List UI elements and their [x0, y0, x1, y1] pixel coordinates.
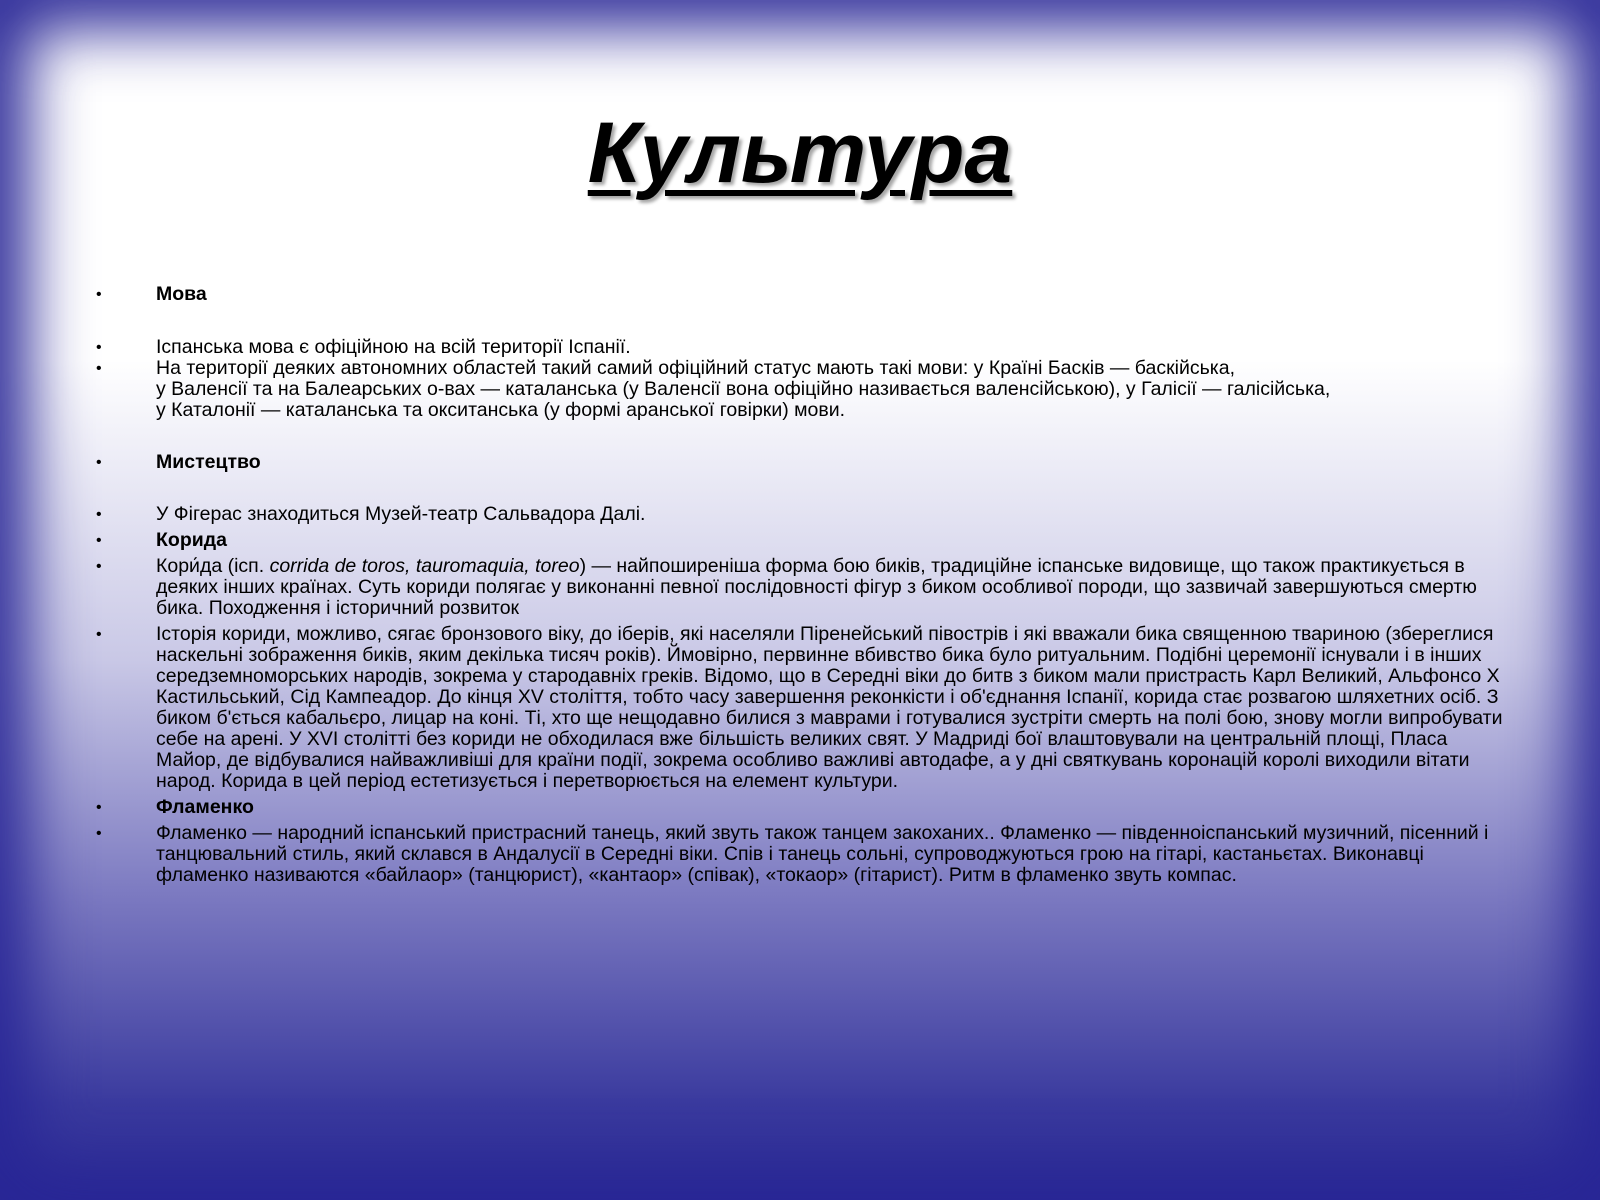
bullet-icon: •	[96, 454, 102, 471]
list-item-flamenko-heading	[96, 797, 1506, 818]
bullet-icon: •	[96, 532, 102, 549]
bullet-icon: •	[96, 506, 102, 523]
list-item-regional-languages	[96, 358, 1506, 421]
slide-title: Культура	[587, 105, 1013, 201]
list-item-koryda-heading	[96, 530, 1506, 551]
bullet-icon: •	[96, 825, 102, 842]
koryda-spanish-terms: corrida de toros, tauromaquia, toreo	[269, 555, 580, 577]
bullet-icon: •	[96, 286, 102, 303]
list-item-mova-heading	[96, 284, 1506, 305]
paragraph-spanish-official: Іспанська мова є офіційною на всій території Іспанії.	[156, 336, 631, 358]
heading-flamenko: Фламенко	[156, 796, 254, 818]
regional-languages-line-1: На території деяких автономних областей такий самий офіційний статус мають такі мови: у Країні Басків — баскійська,	[156, 357, 1235, 379]
list-item-spanish-official	[96, 337, 1506, 358]
heading-mova: Мова	[156, 283, 207, 305]
list-item-koryda-history	[96, 624, 1506, 792]
koryda-prefix: Кори́да (ісп.	[156, 555, 270, 577]
paragraph-flamenko-description: Фламенко — народний іспанський пристрасний танець, який звуть також танцем закоханих.. Фламенко — південноіспанський музичний, пісенний і танцювальний стиль, який склався в Андалусії в Середні віки. Спів і танець сольні, супроводжуються грою на гітарі, кастаньєтах. Виконавці фламенко називаются «байлаор» (танцюрист), «кантаор» (співак), «токаор» (гітарист). Ритм в фламенко звуть компас.	[156, 822, 1489, 886]
bullet-icon: •	[96, 799, 102, 816]
bullet-icon: •	[96, 626, 102, 643]
bullet-icon: •	[96, 339, 102, 356]
bullet-icon: •	[96, 360, 102, 377]
list-item-flamenko-description	[96, 823, 1506, 886]
koryda-suffix: ) — найпоширеніша форма бою биків, традиційне іспанське видовище, що також практикується в деяких інших країнах. Суть кориди полягає у виконанні певної послідовності фігур з биком особливої породи, що зазвичай завершуються смертю бика. Походження і історичний розвиток	[156, 555, 1477, 619]
paragraph-koryda-definition	[156, 556, 1506, 619]
paragraph-regional-languages	[156, 358, 1506, 421]
regional-languages-line-2: у Валенсії та на Балеарських о-вах — каталанська (у Валенсії вона офіційно називається валенсійською), у Галісії — галісійська,	[156, 378, 1331, 400]
regional-languages-line-3: у Каталонії — каталанська та окситанська (у формі аранської говірки) мови.	[156, 399, 846, 421]
list-item-koryda-definition	[96, 556, 1506, 619]
paragraph-dali-museum: У Фігерас знаходиться Музей-театр Сальвадора Далі.	[156, 503, 646, 525]
paragraph-koryda-history: Історія кориди, можливо, сягає бронзового віку, до іберів, які населяли Піренейський півострів і які вважали бика священною твариною (збереглися наскельні зображення биків, яким декілька тисяч років). Ймовірно, первинне вбивство бика було ритуальним. Подібні церемонії існували і в інших середземноморських народів, зокрема у стародавніх греків. Відомо, що в Середні віки до битв з биком мали пристрасть Карл Великий, Альфонсо X Кастильський, Сід Кампеадор. До кінця XV століття, тобто часу завершення реконкісти і об'єднання Іспанії, корида стає розвагою шляхетних осіб. З биком б'ється кабальєро, лицар на коні. Ті, хто ще нещодавно билися з маврами і готувалися зустріти смерть на полі бою, знову могли випробувати себе на арені. У XVI столітті без кориди не обходилася вже більшість великих свят. У Мадриді бої влаштовували на центральній площі, Пласа Майор, де відбувалися найважливіші для країни події, зокрема особливо важливі автодафе, а у дні святкувань коронацій королі виходили вітати народ. Корида в цей період естетизується і перетворюється на елемент культури.	[156, 623, 1503, 792]
heading-mystetstvo: Мистецтво	[156, 451, 261, 473]
slide-content	[96, 284, 1506, 886]
list-item-mystetstvo-heading	[96, 452, 1506, 473]
list-item-dali-museum	[96, 504, 1506, 525]
heading-koryda: Корида	[156, 529, 227, 551]
bullet-icon: •	[96, 558, 102, 575]
